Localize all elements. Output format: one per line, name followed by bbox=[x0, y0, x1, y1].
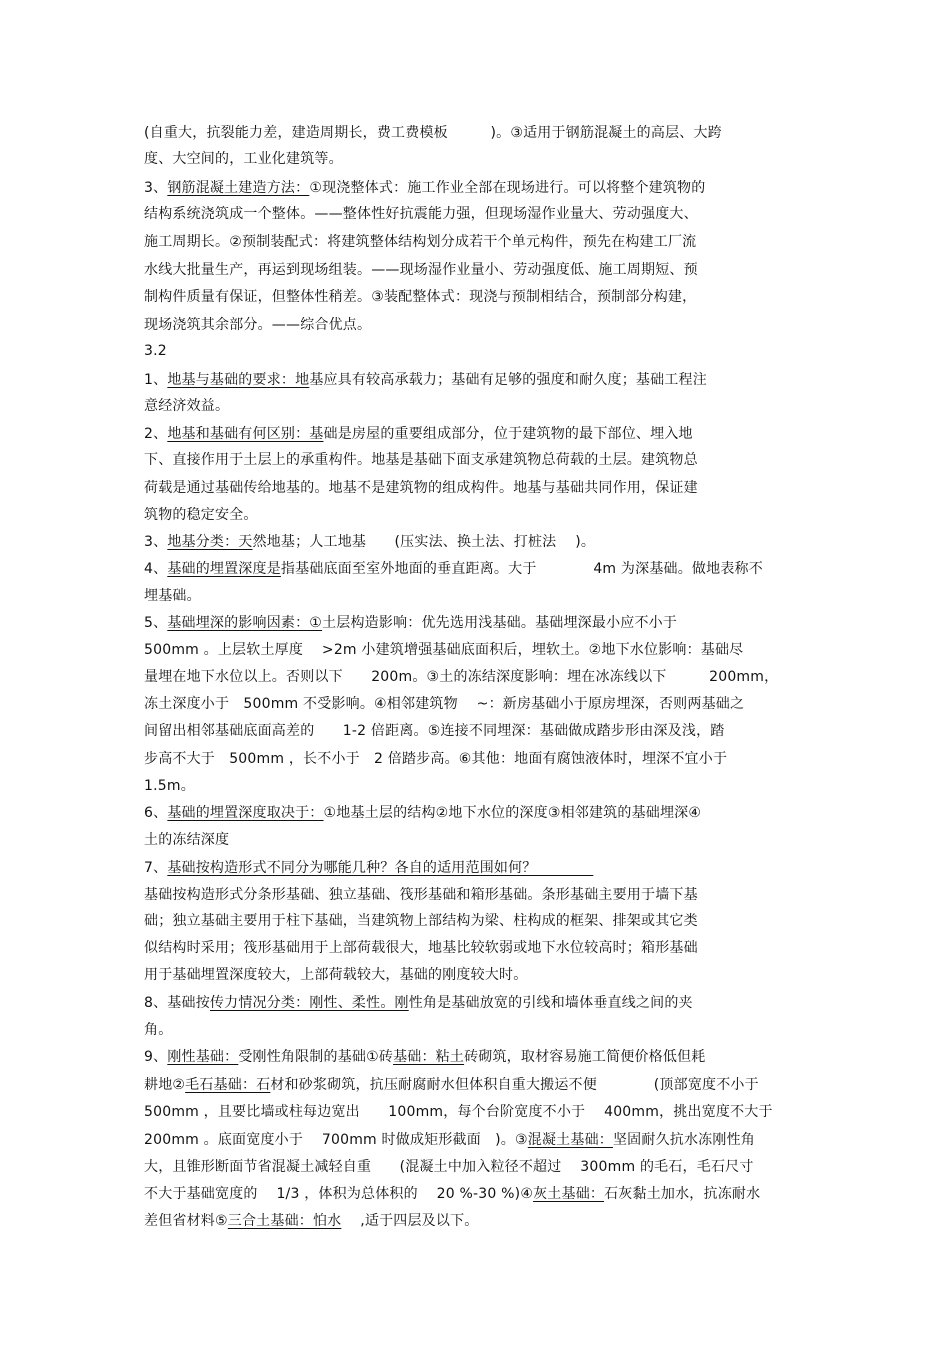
text-segment: 间留出相邻基础底面高差的 1-2 倍距离。⑤连接不同埋深：基础做成踏步形由深及浅，踏 bbox=[144, 723, 725, 739]
text-segment: 结构系统浇筑成一个整体。——整体性好抗震能力强，但现场湿作业量大、劳动强度大、 bbox=[144, 206, 698, 222]
text-segment: 度、大空间的，工业化建筑等。 bbox=[144, 151, 343, 167]
text-segment: (自重大，抗裂能力差，建造周期长，费工费模板 )。③适用于钢筋混凝土的高层、大跨 bbox=[144, 125, 722, 141]
text-segment: 6、 bbox=[144, 805, 168, 821]
text-line bbox=[144, 966, 527, 984]
text-segment: 埋基础。 bbox=[144, 588, 201, 604]
text-segment: 1、 bbox=[144, 372, 168, 388]
text-line bbox=[144, 560, 763, 578]
text-segment: 础；独立基础主要用于柱下基础，当建筑物上部结构为梁、柱构成的框架、排架或其它类 bbox=[144, 913, 698, 929]
text-segment: 角。 bbox=[144, 1022, 173, 1038]
text-line bbox=[144, 179, 705, 197]
text-line bbox=[144, 614, 677, 632]
text-line bbox=[144, 994, 693, 1012]
text-segment: 受刚性角限制的基础①砖 bbox=[238, 1049, 394, 1065]
underlined-term: 地基分类：天 bbox=[167, 534, 253, 550]
underlined-term: 基础埋深的影响因素：① bbox=[167, 615, 323, 631]
text-line bbox=[144, 233, 696, 251]
underlined-term: 钢筋混凝土建造方法： bbox=[167, 180, 310, 196]
text-segment: 5、 bbox=[144, 615, 168, 631]
text-line bbox=[144, 641, 743, 659]
text-line bbox=[144, 886, 698, 904]
text-segment: 3、 bbox=[144, 534, 168, 550]
text-segment: 土层构造影响：优先选用浅基础。基础埋深最小应不小于 bbox=[322, 615, 678, 631]
text-segment: ,适于四层及以下。 bbox=[341, 1213, 479, 1229]
text-line bbox=[144, 205, 698, 223]
text-segment: 制构件质量有保证，但整体性稍差。③装配整体式：现浇与预制相结合，预制部分构建， bbox=[144, 289, 697, 305]
underlined-term: 基础按构造形式不同分为哪能几种？各自的适用范围如何？ bbox=[167, 860, 594, 876]
text-segment: 意经济效益。 bbox=[144, 398, 230, 414]
text-line bbox=[144, 668, 778, 686]
underlined-term: 基础的埋置深度是 bbox=[167, 561, 281, 577]
text-line bbox=[144, 124, 722, 142]
underlined-term: 混凝土基础： bbox=[527, 1132, 613, 1148]
text-line bbox=[144, 777, 195, 795]
text-line bbox=[144, 150, 343, 168]
text-line bbox=[144, 1131, 755, 1149]
text-line bbox=[144, 533, 595, 551]
underlined-term: 地基与基础的要求：地 bbox=[167, 372, 310, 388]
text-segment: 8、基础按 bbox=[144, 995, 210, 1011]
text-segment: 500mm ，且要比墙或柱每边宽出 100mm，每个台阶宽度不小于 400mm，挑出宽度不大于 bbox=[144, 1104, 773, 1120]
text-segment: 似结构时采用；筏形基础用于上部荷载很大，地基比较软弱或地下水位较高时；箱形基础 bbox=[144, 940, 698, 956]
text-segment: 200mm 。底面宽度小于 700mm 时做成矩形截面 )。③ bbox=[144, 1132, 528, 1148]
text-segment: 用于基础埋置深度较大，上部荷载较大，基础的刚度较大时。 bbox=[144, 967, 528, 983]
text-segment: 不大于基础宽度的 1/3 ，体积为总体积的 20 %-30 %)④ bbox=[144, 1186, 534, 1202]
text-segment: 石灰黏土加水，抗冻耐水 bbox=[604, 1186, 761, 1202]
underlined-term: 灰土基础： bbox=[533, 1186, 605, 1202]
text-segment: 土的冻结深度 bbox=[144, 832, 230, 848]
text-line bbox=[144, 939, 698, 957]
text-segment: 2、 bbox=[144, 426, 168, 442]
text-line bbox=[144, 288, 696, 306]
text-line bbox=[144, 912, 698, 930]
text-line bbox=[144, 261, 698, 279]
underlined-term: 地基和基础有何区别：基 bbox=[167, 426, 324, 442]
text-segment: 冻土深度小于 500mm 不受影响。④相邻建筑物 ~：新房基础小于原房埋深，否则两基础之 bbox=[144, 696, 745, 712]
text-line bbox=[144, 804, 701, 822]
text-line bbox=[144, 750, 727, 768]
text-segment: 9、 bbox=[144, 1049, 168, 1065]
text-line bbox=[144, 859, 593, 877]
text-line bbox=[144, 1103, 773, 1121]
text-segment: 现场浇筑其余部分。——综合优点。 bbox=[144, 317, 372, 333]
text-line bbox=[144, 1076, 759, 1094]
text-segment: 量埋在地下水位以上。否则以下 200m。③土的冻结深度影响：埋在冰冻线以下 200mm， bbox=[144, 669, 779, 685]
text-segment: 耕地② bbox=[144, 1077, 186, 1093]
text-line bbox=[144, 397, 229, 415]
text-segment: 1.5m。 bbox=[144, 778, 195, 794]
text-segment: 3.2 bbox=[144, 343, 167, 359]
text-segment: 指基础底面至室外地面的垂直距离。大于 4m 为深基础。做地表称不 bbox=[280, 561, 763, 577]
text-line bbox=[144, 831, 229, 849]
text-line bbox=[144, 425, 693, 443]
text-segment: 筑物的稳定安全。 bbox=[144, 507, 258, 523]
text-line bbox=[144, 1185, 760, 1203]
text-line bbox=[144, 506, 258, 524]
text-segment: 3、 bbox=[144, 180, 168, 196]
underlined-term: 毛石基础：石 bbox=[185, 1077, 271, 1093]
text-segment: 步高不大于 500mm ，长不小于 2 倍踏步高。⑥其他：地面有腐蚀液体时，埋深不宜小于 bbox=[144, 751, 728, 767]
text-segment: ①地基土层的结构②地下水位的深度③相邻建筑的基础埋深④ bbox=[323, 805, 702, 821]
text-line bbox=[144, 1212, 478, 1230]
text-line bbox=[144, 722, 724, 740]
text-segment: 4、 bbox=[144, 561, 168, 577]
text-line bbox=[144, 342, 167, 360]
text-segment: 荷载是通过基础传给地基的。地基不是建筑物的组成构件。地基与基础共同作用，保证建 bbox=[144, 480, 698, 496]
text-segment: 施工周期长。②预制装配式：将建筑整体结构划分成若干个单元构件，预先在构建工厂流 bbox=[144, 234, 697, 250]
text-line bbox=[144, 371, 707, 389]
text-segment: 基应具有较高承载力；基础有足够的强度和耐久度；基础工程注 bbox=[309, 372, 707, 388]
text-line bbox=[144, 1048, 705, 1066]
text-segment: 大，且锥形断面节省混凝土减轻自重 (混凝土中加入粒径不超过 300mm 的毛石，毛石尺寸 bbox=[144, 1159, 754, 1175]
text-segment: 坚固耐久抗水冻刚性角 bbox=[612, 1132, 755, 1148]
text-segment: 础是房屋的重要组成部分，位于建筑物的最下部位、埋入地 bbox=[323, 426, 693, 442]
text-line bbox=[144, 316, 371, 334]
text-segment: 7、 bbox=[144, 860, 168, 876]
underlined-term: 三合土基础：怕水 bbox=[227, 1213, 342, 1229]
text-segment: 砖砌筑，取材容易施工简便价格低但耗 bbox=[464, 1049, 706, 1065]
underlined-term: 基础的埋置深度取决于： bbox=[167, 805, 324, 821]
text-segment: 基础按构造形式分条形基础、独立基础、筏形基础和箱形基础。条形基础主要用于墙下基 bbox=[144, 887, 698, 903]
text-line bbox=[144, 587, 201, 605]
text-line bbox=[144, 479, 698, 497]
underlined-term: 传力情况分类：刚性、柔性。刚 bbox=[209, 995, 409, 1011]
underlined-term: 刚性基础： bbox=[167, 1049, 239, 1065]
text-segment: 下、直接作用于土层上的承重构件。地基是基础下面支承建筑物总荷载的土层。建筑物总 bbox=[144, 452, 698, 468]
text-line bbox=[144, 451, 698, 469]
text-segment: ①现浇整体式：施工作业全部在现场进行。可以将整个建筑物的 bbox=[309, 180, 706, 196]
text-segment: 水线大批量生产，再运到现场组装。——现场湿作业量小、劳动强度低、施工周期短、预 bbox=[144, 262, 698, 278]
underlined-term: 基础：粘土 bbox=[393, 1049, 465, 1065]
text-segment: 然地基；人工地基 (压实法、换土法、打桩法 )。 bbox=[252, 534, 596, 550]
text-segment: 材和砂浆砌筑，抗压耐腐耐水但体积自重大搬运不便 (顶部宽度不小于 bbox=[270, 1077, 759, 1093]
text-line bbox=[144, 1021, 172, 1039]
text-segment: 500mm 。上层软土厚度 >2m 小建筑增强基础底面积后，埋软土。②地下水位影响：基础尽 bbox=[144, 642, 744, 658]
text-line bbox=[144, 1158, 754, 1176]
text-line bbox=[144, 695, 744, 713]
text-segment: 性角是基础放宽的引线和墙体垂直线之间的夹 bbox=[408, 995, 693, 1011]
text-segment: 差但省材料⑤ bbox=[144, 1213, 228, 1229]
